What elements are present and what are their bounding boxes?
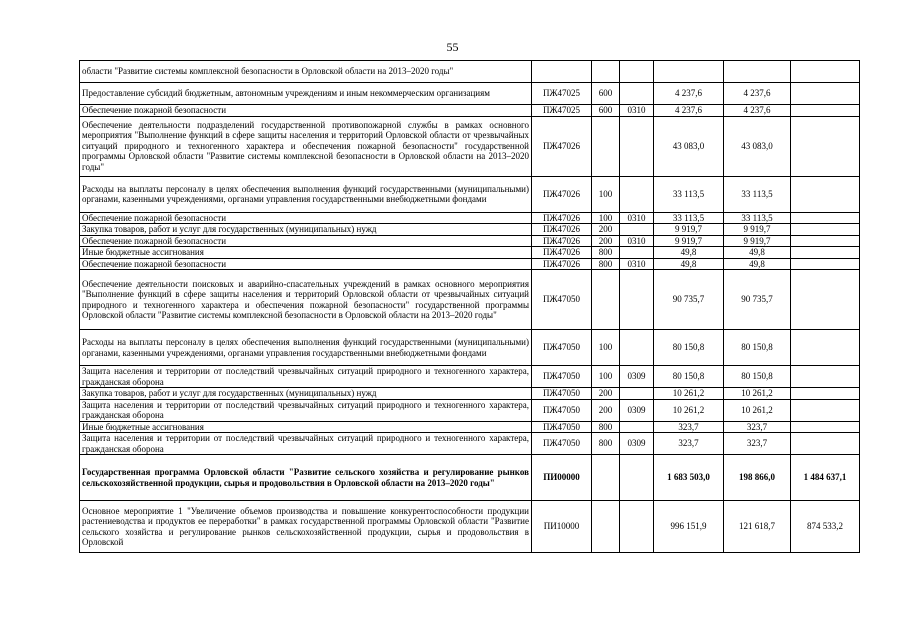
- table-row: [80, 421, 860, 433]
- target-code-cell: ПИ10000: [532, 501, 592, 553]
- amount-regional-cell: 33 113,5: [724, 176, 791, 212]
- amount-regional-cell: 4 237,6: [724, 105, 791, 117]
- section-cell: 0310: [620, 235, 654, 247]
- description-cell: Защита населения и территории от последствий чрезвычайных ситуаций природного и техногенного характера, гражданская оборона: [80, 399, 532, 421]
- table-row: [80, 270, 860, 330]
- amount-federal-cell: [791, 116, 860, 176]
- amount-regional-cell: 121 618,7: [724, 501, 791, 553]
- table-row: [80, 501, 860, 553]
- description-cell: Обеспечение деятельности поисковых и аварийно-спасательных учреждений в рамках основного мероприятия "Выполнение функций в сфере защиты населения и территорий Орловской области от чрезвычайных ситуаций природного и техногенного характера и обеспечения пожарной безопасности" государственной программы Орловской области "Развитие системы комплексной безопасности в Орловской области на 2013–2020 годы": [80, 270, 532, 330]
- amount-regional-cell: 198 866,0: [724, 455, 791, 501]
- amount-regional-cell: 9 919,7: [724, 235, 791, 247]
- expense-group-cell: 100: [592, 176, 620, 212]
- table-row: [80, 388, 860, 400]
- table-row: [80, 258, 860, 270]
- amount-federal-cell: [791, 212, 860, 224]
- section-cell: [620, 330, 654, 366]
- amount-total-cell: 33 113,5: [654, 212, 724, 224]
- target-code-cell: ПЖ47026: [532, 116, 592, 176]
- expense-group-cell: 200: [592, 399, 620, 421]
- target-code-cell: ПЖ47026: [532, 247, 592, 259]
- description-cell: Предоставление субсидий бюджетным, автономным учреждениям и иным некоммерческим организациям: [80, 83, 532, 105]
- target-code-cell: ПЖ47026: [532, 258, 592, 270]
- amount-total-cell: 4 237,6: [654, 105, 724, 117]
- amount-federal-cell: [791, 366, 860, 388]
- description-cell: Иные бюджетные ассигнования: [80, 421, 532, 433]
- section-cell: [620, 83, 654, 105]
- description-cell: области "Развитие системы комплексной безопасности в Орловской области на 2013–2020 годы": [80, 61, 532, 83]
- amount-regional-cell: 9 919,7: [724, 224, 791, 236]
- table-row: [80, 61, 860, 83]
- table-row: [80, 455, 860, 501]
- page-number: 55: [446, 40, 459, 54]
- expense-group-cell: 800: [592, 247, 620, 259]
- target-code-cell: ПЖ47026: [532, 224, 592, 236]
- amount-regional-cell: 323,7: [724, 421, 791, 433]
- section-cell: [620, 176, 654, 212]
- description-cell: Защита населения и территории от последствий чрезвычайных ситуаций природного и техногенного характера, гражданская оборона: [80, 366, 532, 388]
- expense-group-cell: 800: [592, 421, 620, 433]
- amount-federal-cell: [791, 421, 860, 433]
- section-cell: [620, 388, 654, 400]
- amount-total-cell: 9 919,7: [654, 224, 724, 236]
- expense-group-cell: 100: [592, 366, 620, 388]
- amount-total-cell: 80 150,8: [654, 330, 724, 366]
- table-row: [80, 105, 860, 117]
- description-cell: Защита населения и территории от последствий чрезвычайных ситуаций природного и техногенного характера, гражданская оборона: [80, 433, 532, 455]
- description-cell: Обеспечение пожарной безопасности: [80, 105, 532, 117]
- target-code-cell: ПЖ47050: [532, 388, 592, 400]
- target-code-cell: ПИ00000: [532, 455, 592, 501]
- target-code-cell: ПЖ47050: [532, 399, 592, 421]
- expense-group-cell: 600: [592, 105, 620, 117]
- amount-federal-cell: [791, 258, 860, 270]
- section-cell: 0309: [620, 433, 654, 455]
- section-cell: [620, 224, 654, 236]
- amount-federal-cell: [791, 61, 860, 83]
- amount-federal-cell: 1 484 637,1: [791, 455, 860, 501]
- amount-federal-cell: [791, 399, 860, 421]
- target-code-cell: ПЖ47050: [532, 433, 592, 455]
- expense-group-cell: [592, 455, 620, 501]
- section-cell: [620, 501, 654, 553]
- amount-regional-cell: 49,8: [724, 247, 791, 259]
- amount-federal-cell: [791, 235, 860, 247]
- amount-regional-cell: 10 261,2: [724, 399, 791, 421]
- description-cell: Обеспечение деятельности подразделений государственной противопожарной службы в рамках основного мероприятия "Выполнение функций в сфере защиты населения и территорий Орловской области от чрезвычайных ситуаций природного и техногенного характера и обеспечения пожарной безопасности" государственной программы Орловской области "Развитие системы комплексной безопасности в Орловской области на 2013–2020 годы": [80, 116, 532, 176]
- expense-group-cell: 800: [592, 433, 620, 455]
- amount-total-cell: 80 150,8: [654, 366, 724, 388]
- expense-group-cell: 100: [592, 330, 620, 366]
- amount-federal-cell: [791, 247, 860, 259]
- section-cell: 0310: [620, 212, 654, 224]
- amount-total-cell: 10 261,2: [654, 399, 724, 421]
- expense-group-cell: 200: [592, 388, 620, 400]
- table-row: [80, 235, 860, 247]
- expense-group-cell: 200: [592, 235, 620, 247]
- target-code-cell: [532, 61, 592, 83]
- table-row: [80, 399, 860, 421]
- expense-group-cell: [592, 116, 620, 176]
- expense-group-cell: [592, 270, 620, 330]
- amount-total-cell: 90 735,7: [654, 270, 724, 330]
- amount-regional-cell: 80 150,8: [724, 366, 791, 388]
- section-cell: 0310: [620, 105, 654, 117]
- amount-total-cell: 323,7: [654, 421, 724, 433]
- amount-total-cell: 49,8: [654, 258, 724, 270]
- amount-regional-cell: 10 261,2: [724, 388, 791, 400]
- description-cell: Закупка товаров, работ и услуг для государственных (муниципальных) нужд: [80, 224, 532, 236]
- description-cell: Обеспечение пожарной безопасности: [80, 235, 532, 247]
- amount-total-cell: 4 237,6: [654, 83, 724, 105]
- amount-regional-cell: 43 083,0: [724, 116, 791, 176]
- expense-group-cell: [592, 61, 620, 83]
- table-row: [80, 433, 860, 455]
- table-row: [80, 83, 860, 105]
- section-cell: [620, 61, 654, 83]
- description-cell: Обеспечение пожарной безопасности: [80, 212, 532, 224]
- amount-total-cell: [654, 61, 724, 83]
- amount-regional-cell: 323,7: [724, 433, 791, 455]
- amount-total-cell: 10 261,2: [654, 388, 724, 400]
- amount-regional-cell: 49,8: [724, 258, 791, 270]
- amount-regional-cell: 33 113,5: [724, 212, 791, 224]
- amount-federal-cell: [791, 388, 860, 400]
- table-row: [80, 330, 860, 366]
- description-cell: Обеспечение пожарной безопасности: [80, 258, 532, 270]
- target-code-cell: ПЖ47050: [532, 421, 592, 433]
- expense-group-cell: 100: [592, 212, 620, 224]
- target-code-cell: ПЖ47025: [532, 105, 592, 117]
- section-cell: 0310: [620, 258, 654, 270]
- section-cell: [620, 421, 654, 433]
- description-cell: Закупка товаров, работ и услуг для государственных (муниципальных) нужд: [80, 388, 532, 400]
- amount-regional-cell: [724, 61, 791, 83]
- amount-federal-cell: [791, 83, 860, 105]
- amount-regional-cell: 4 237,6: [724, 83, 791, 105]
- table-row: [80, 247, 860, 259]
- table-row: [80, 224, 860, 236]
- target-code-cell: ПЖ47050: [532, 366, 592, 388]
- section-cell: [620, 270, 654, 330]
- section-cell: [620, 455, 654, 501]
- expense-group-cell: [592, 501, 620, 553]
- budget-table: [79, 60, 860, 553]
- table-row: [80, 116, 860, 176]
- target-code-cell: ПЖ47050: [532, 330, 592, 366]
- target-code-cell: ПЖ47025: [532, 83, 592, 105]
- description-cell: Основное мероприятие 1 "Увеличение объемов производства и повышение конкурентоспособности продукции растениеводства и продуктов ее переработки" в рамках государственной программы Орловской области "Развитие сельского хозяйства и регулирование рынков сельскохозяйственной продукции, сырья и продовольствия в Орловской: [80, 501, 532, 553]
- table-row: [80, 176, 860, 212]
- amount-federal-cell: [791, 176, 860, 212]
- target-code-cell: ПЖ47026: [532, 212, 592, 224]
- table-row: [80, 366, 860, 388]
- target-code-cell: ПЖ47026: [532, 176, 592, 212]
- expense-group-cell: 200: [592, 224, 620, 236]
- amount-federal-cell: [791, 224, 860, 236]
- amount-federal-cell: [791, 270, 860, 330]
- description-cell: Расходы на выплаты персоналу в целях обеспечения выполнения функций государственными (муниципальными) органами, казенными учреждениями, органами управления государственными внебюджетными фондами: [80, 330, 532, 366]
- expense-group-cell: 600: [592, 83, 620, 105]
- amount-total-cell: 1 683 503,0: [654, 455, 724, 501]
- amount-federal-cell: [791, 330, 860, 366]
- expense-group-cell: 800: [592, 258, 620, 270]
- amount-total-cell: 9 919,7: [654, 235, 724, 247]
- amount-total-cell: 43 083,0: [654, 116, 724, 176]
- description-cell: Государственная программа Орловской области "Развитие сельского хозяйства и регулирование рынков сельскохозяйственной продукции, сырья и продовольствия в Орловской области на 2013–2020 годы": [80, 455, 532, 501]
- section-cell: 0309: [620, 366, 654, 388]
- amount-total-cell: 996 151,9: [654, 501, 724, 553]
- section-cell: [620, 247, 654, 259]
- amount-federal-cell: [791, 105, 860, 117]
- amount-total-cell: 323,7: [654, 433, 724, 455]
- target-code-cell: ПЖ47050: [532, 270, 592, 330]
- amount-federal-cell: 874 533,2: [791, 501, 860, 553]
- amount-regional-cell: 90 735,7: [724, 270, 791, 330]
- description-cell: Расходы на выплаты персоналу в целях обеспечения выполнения функций государственными (муниципальными) органами, казенными учреждениями, органами управления государственными внебюджетными фондами: [80, 176, 532, 212]
- amount-total-cell: 49,8: [654, 247, 724, 259]
- table-row: [80, 212, 860, 224]
- section-cell: [620, 116, 654, 176]
- target-code-cell: ПЖ47026: [532, 235, 592, 247]
- section-cell: 0309: [620, 399, 654, 421]
- amount-regional-cell: 80 150,8: [724, 330, 791, 366]
- budget-table-body: [80, 61, 860, 553]
- amount-federal-cell: [791, 433, 860, 455]
- description-cell: Иные бюджетные ассигнования: [80, 247, 532, 259]
- amount-total-cell: 33 113,5: [654, 176, 724, 212]
